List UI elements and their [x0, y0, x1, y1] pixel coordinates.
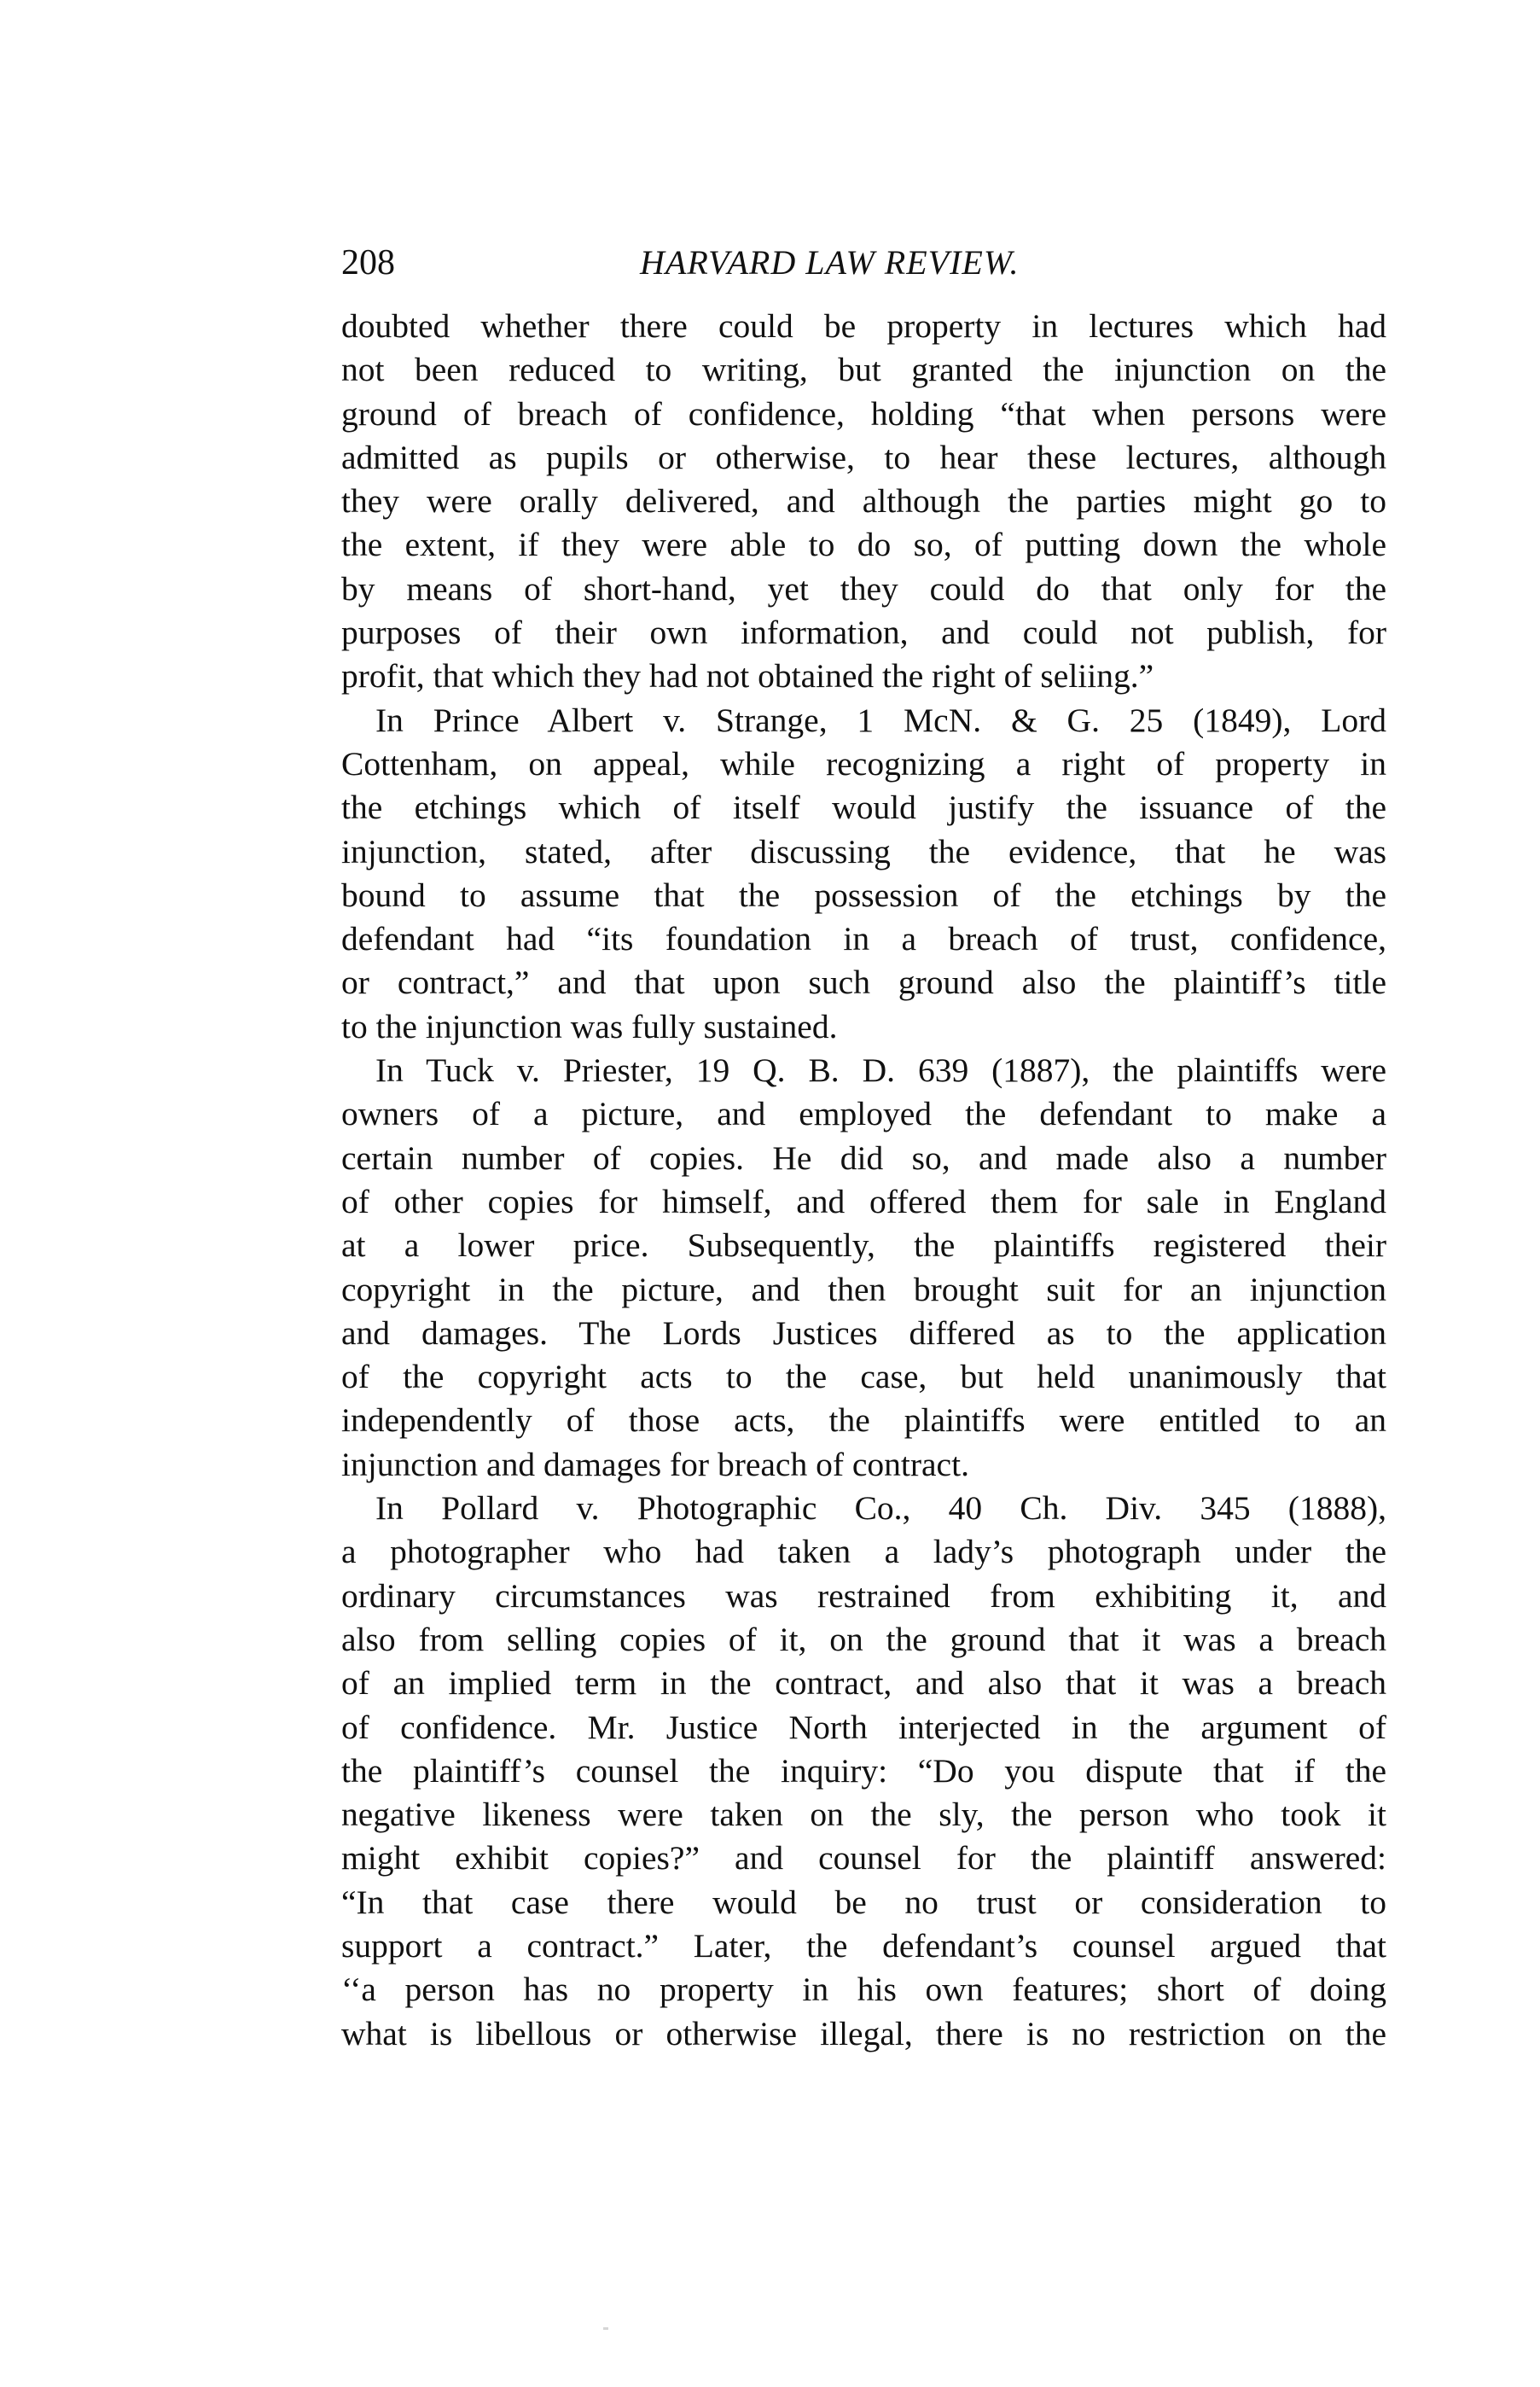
body-text [341, 305, 1386, 2056]
text-line: to the injunction was fully sustained. [341, 1007, 838, 1045]
text-line: they were orally delivered, and although the parties might go to [341, 482, 1386, 521]
text-line: not been reduced to writing, but granted the injunction on the [341, 351, 1386, 389]
text-line: support a contract.” Later, the defendant’s counsel argued that [341, 1926, 1386, 1965]
text-line: might exhibit copies?” and counsel for the plaintiff answered: [341, 1839, 1386, 1878]
text-line: the plaintiff’s counsel the inquiry: “Do you dispute that if the [341, 1751, 1386, 1790]
journal-title: HARVARD LAW REVIEW. [640, 243, 1020, 282]
text-line: of the copyright acts to the case, but held unanimously that [341, 1358, 1386, 1396]
text-line: the etchings which of itself would justify the issuance of the [341, 789, 1386, 827]
text-line: ordinary circumstances was restrained from exhibiting it, and [341, 1576, 1386, 1615]
running-head [341, 237, 1386, 288]
text-line: admitted as pupils or otherwise, to hear these lectures, although [341, 438, 1386, 476]
text-line: profit, that which they had not obtained the right of seliing.” [341, 657, 1154, 696]
text-line: or contract,” and that upon such ground also the plaintiff’s title [341, 964, 1386, 1002]
text-line: ‘‘a person has no property in his own features; short of doing [341, 1971, 1386, 2009]
text-line: doubted whether there could be property in lectures which had [341, 307, 1386, 345]
text-line: purposes of their own information, and could not publish, for [341, 614, 1386, 652]
text-line: Cottenham, on appeal, while recognizing a right of property in [341, 744, 1386, 783]
text-line: of an implied term in the contract, and also that it was a breach [341, 1664, 1386, 1703]
text-line: what is libellous or otherwise illegal, there is no restriction on the [341, 2014, 1386, 2052]
text-line: owners of a picture, and employed the defendant to make a [341, 1095, 1386, 1133]
paragraph-first-line: In Prince Albert v. Strange, 1 McN. & G. 25 (1849), Lord [375, 701, 1386, 739]
text-line: bound to assume that the possession of the etchings by the [341, 876, 1386, 914]
text-line: ground of breach of confidence, holding “that when persons were [341, 394, 1386, 433]
paper-blemish [603, 2327, 608, 2330]
text-line: certain number of copies. He did so, and made also a number [341, 1138, 1386, 1177]
text-line: defendant had “its foundation in a breach of trust, confidence, [341, 920, 1386, 958]
text-line: and damages. The Lords Justices differed as to the application [341, 1313, 1386, 1352]
text-line: of confidence. Mr. Justice North interjected in the argument of [341, 1708, 1386, 1746]
paragraph-first-line: In Tuck v. Priester, 19 Q. B. D. 639 (1887), the plaintiffs were [375, 1051, 1386, 1090]
text-line: a photographer who had taken a lady’s photograph under the [341, 1533, 1386, 1571]
text-line: injunction, stated, after discussing the evidence, that he was [341, 832, 1386, 870]
text-line: copyright in the picture, and then brought suit for an injunction [341, 1270, 1386, 1308]
text-line: “In that case there would be no trust or consideration to [341, 1883, 1386, 1921]
text-line: by means of short-hand, yet they could do that only for the [341, 569, 1386, 608]
text-line: also from selling copies of it, on the ground that it was a breach [341, 1620, 1386, 1658]
text-line: of other copies for himself, and offered them for sale in England [341, 1182, 1386, 1220]
text-line: negative likeness were taken on the sly, the person who took it [341, 1796, 1386, 1834]
text-line: the extent, if they were able to do so, of putting down the whole [341, 526, 1386, 564]
page-number: 208 [341, 243, 395, 282]
text-line: injunction and damages for breach of contract. [341, 1445, 969, 1483]
text-line: independently of those acts, the plaintiffs were entitled to an [341, 1401, 1386, 1440]
paragraph-first-line: In Pollard v. Photographic Co., 40 Ch. Div. 345 (1888), [375, 1489, 1386, 1528]
text-line: at a lower price. Subsequently, the plaintiffs registered their [341, 1226, 1386, 1265]
